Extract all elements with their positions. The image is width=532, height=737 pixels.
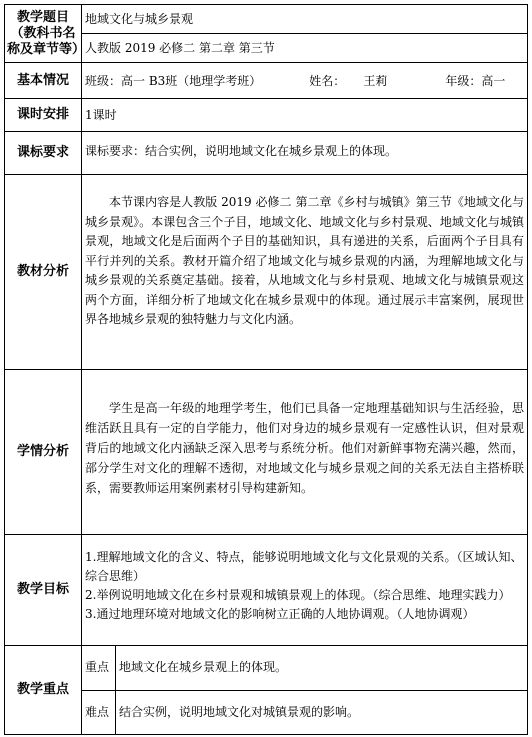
students-text: 学生是高一年级的地理学考生，他们已具备一定地理基础知识与生活经验，思维活跃且具有一定的自学能力，他们对身边的城乡景观有一定感性认识，但对景观背后的地域文化内涵缺乏深入思考与系统分析。他们对新鲜事物充满兴趣，然而，部分学生对文化的理解不透彻，对地域文化与城乡景观之间的关系无法自主搭桥联系，需要教师运用案例素材引导构建新知。 — [85, 401, 524, 495]
grade-label: 年级： — [445, 74, 482, 88]
title-label-cell — [4, 4, 86, 63]
standard-label: 课标要求 — [16, 145, 69, 160]
students-label-cell — [4, 369, 82, 535]
key-value-cell — [115, 645, 528, 691]
goal-item: 2.举例说明地域文化在乡村景观和城镇景观上的体现。（综合思维、地理实践力） — [85, 588, 511, 602]
students-label: 学情分析 — [16, 444, 69, 459]
focus-label-cell — [4, 645, 82, 735]
textbook-label: 教材分析 — [16, 264, 69, 279]
diff-label: 难点 — [85, 705, 110, 719]
key-label: 重点 — [85, 660, 110, 674]
goals-cell — [81, 534, 528, 646]
diff-value: 结合实例，说明地域文化对城镇景观的影响。 — [119, 705, 360, 719]
basic-info-cell — [81, 62, 528, 99]
standard-cell — [81, 131, 528, 175]
goal-item: 1.理解地域文化的含义、特点，能够说明地域文化与文化景观的关系。（区域认知、综合思维） — [85, 550, 523, 583]
class-value: 高一 B3班（地理学考班） — [121, 74, 262, 88]
students-cell — [81, 369, 528, 535]
diff-label-cell — [81, 690, 116, 735]
grade-value: 高一 — [481, 74, 506, 88]
hours-value: 1课时 — [85, 108, 117, 122]
goal-item: 3.通过地理环境对地域文化的影响树立正确的人地协调观。（人地协调观） — [85, 607, 475, 621]
goals-label: 教学目标 — [16, 582, 69, 597]
key-value: 地域文化在城乡景观上的体现。 — [119, 660, 288, 674]
basic-label: 基本情况 — [16, 72, 69, 88]
name-value: 王莉 — [363, 74, 388, 88]
hours-label: 课时安排 — [16, 107, 69, 122]
standard-label-cell — [4, 131, 82, 175]
chapter-value: 人教版 2019 必修二 第二章 第三节 — [85, 41, 275, 55]
textbook-cell — [81, 174, 528, 370]
goals-label-cell — [4, 534, 82, 646]
name-label: 姓名： — [309, 74, 346, 88]
key-label-cell — [81, 645, 116, 691]
chapter-cell — [81, 33, 528, 63]
class-label: 班级： — [85, 74, 122, 88]
hours-cell — [81, 98, 528, 132]
standard-value: 课标要求：结合实例，说明地域文化在城乡景观上的体现。 — [85, 144, 398, 158]
topic-value: 地域文化与城乡景观 — [85, 12, 194, 26]
focus-label: 教学重点 — [16, 682, 69, 697]
topic-cell — [81, 4, 528, 34]
hours-label-cell — [4, 98, 82, 132]
basic-label-cell — [4, 62, 82, 99]
lesson-plan-table — [4, 4, 528, 735]
title-label: 教学题目（教科书名称及章节等） — [7, 9, 86, 57]
diff-value-cell — [115, 690, 528, 735]
textbook-text: 本节课内容是人教版 2019 必修二 第二章《乡村与城镇》第三节《地域文化与城乡景观》。本课包含三个子目，地域文化、地域文化与乡村景观、地域文化与城镇景观，地域文化是后面两个子目的基础知识，具有递进的关系，后面两个子目具有平行并列的关系。教材开篇介绍了地域文化与城乡景观的内涵，为理解地域文化与城乡景观的关系奠定基础。接着，从地域文化与乡村景观、地域文化与城镇景观这两个方面，详细分析了地域文化在城乡景观中的体现。通过展示丰富案例，展现世界各地城乡景观的独特魅力与文化内涵。 — [85, 195, 524, 326]
textbook-label-cell — [4, 174, 82, 370]
